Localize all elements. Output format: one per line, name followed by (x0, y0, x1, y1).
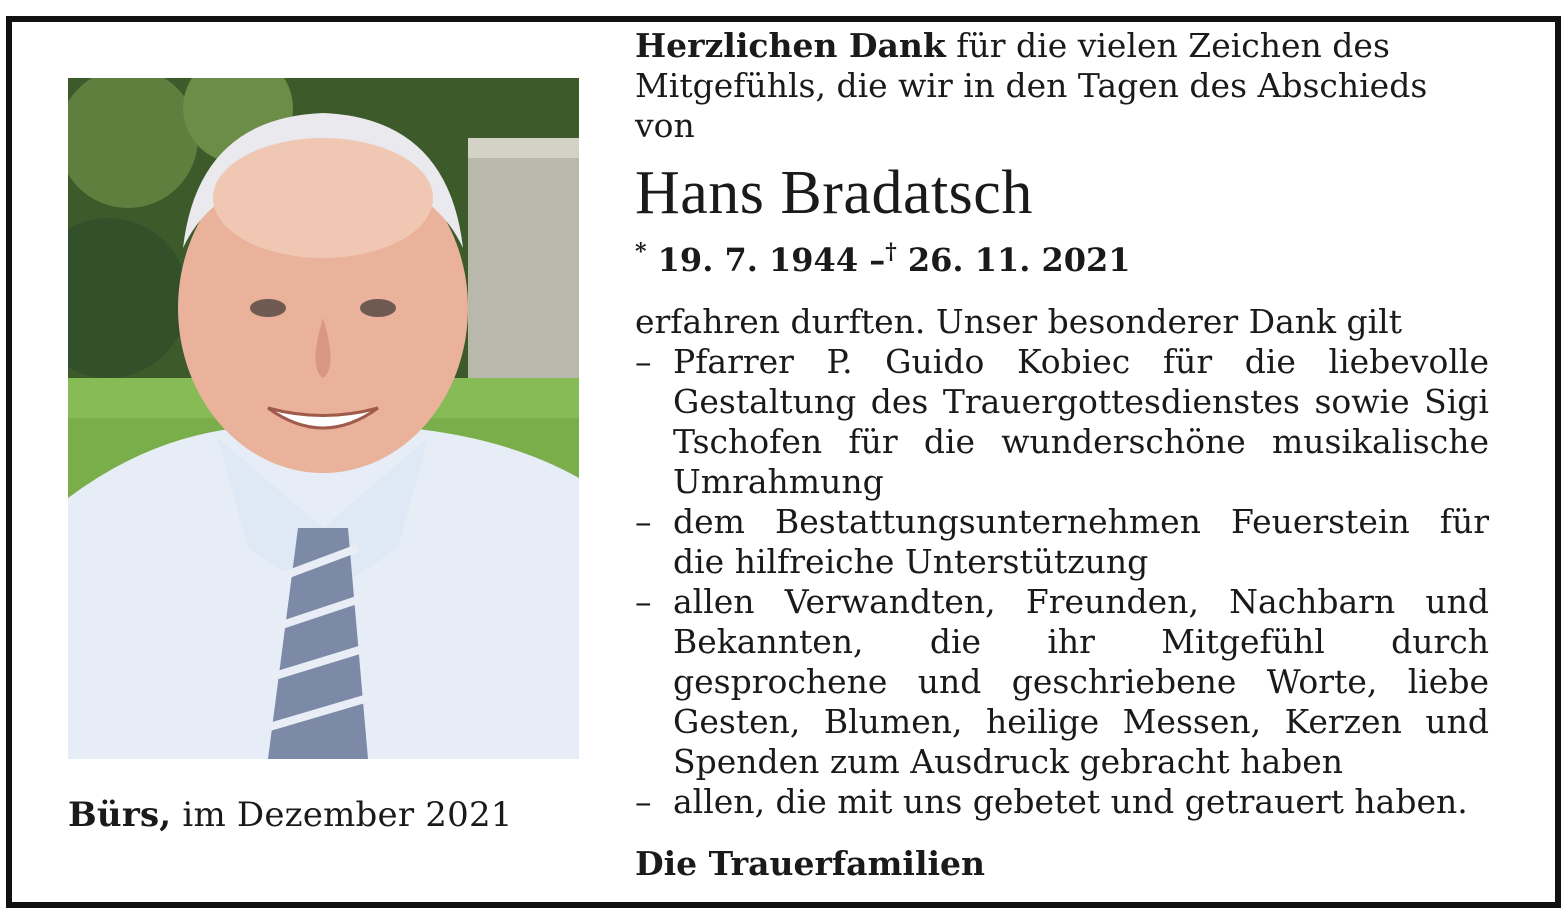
intro-text: für die vielen Zeichen des Mitgefühls, die wir in den Tagen des Abschieds von (635, 26, 1428, 145)
list-item-text: Pfarrer P. Guido Kobiec für die liebevolle Gestaltung des Trauergottesdienstes sowie Sigi Tschofen für die wunderschöne musikalische Umrahmung (673, 342, 1489, 501)
place-date-line (68, 795, 513, 835)
list-item-text: allen, die mit uns gebetet und getrauert haben. (673, 782, 1468, 821)
date-separator: – (869, 241, 886, 279)
list-dash: – (635, 502, 652, 541)
deceased-name: Hans Bradatsch (635, 159, 1033, 227)
list-item-text: allen Verwandten, Freunden, Nachbarn und Bekannten, die ihr Mitgefühl durch gesprochene und geschriebene Worte, liebe Gesten, Blumen, heilige Messen, Kerzen und Spenden zum Ausdruck gebracht haben (673, 582, 1489, 781)
list-item (635, 342, 1489, 502)
list-dash: – (635, 582, 652, 621)
signoff: Die Trauerfamilien (635, 844, 986, 883)
thanks-list (635, 342, 1489, 822)
list-item-text: dem Bestattungsunternehmen Feuerstein für die hilfreiche Unterstützung (673, 502, 1489, 581)
portrait-illustration (68, 78, 579, 759)
birth-date: 19. 7. 1944 (657, 241, 859, 279)
birth-symbol: * (635, 239, 647, 265)
thanks-lead: erfahren durften. Unser besonderer Dank gilt (635, 302, 1402, 341)
list-item (635, 582, 1489, 782)
place-name: Bürs, (68, 795, 172, 835)
list-dash: – (635, 342, 652, 381)
death-symbol: † (885, 239, 897, 265)
list-dash: – (635, 782, 652, 821)
intro-heading: Herzlichen Dank (635, 26, 946, 65)
list-item (635, 782, 1489, 822)
intro-paragraph (635, 26, 1489, 146)
death-date: 26. 11. 2021 (907, 241, 1131, 279)
notice-text-column (635, 26, 1489, 884)
list-item (635, 502, 1489, 582)
life-dates (635, 232, 1489, 280)
place-date: im Dezember 2021 (182, 795, 513, 835)
portrait-photo (68, 78, 579, 759)
